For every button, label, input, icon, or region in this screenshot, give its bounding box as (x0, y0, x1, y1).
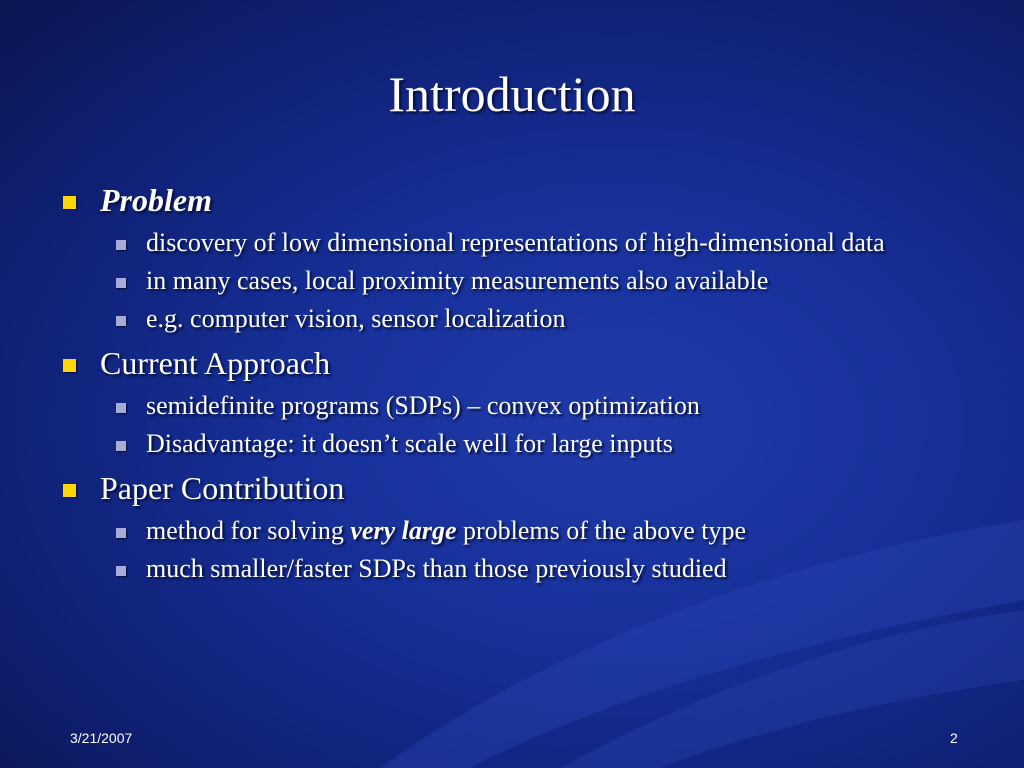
bullet-list (60, 178, 960, 586)
sub-bullet: in many cases, local proximity measurements also available (60, 264, 960, 298)
sub-bullet-text-pre: method for solving (146, 516, 351, 545)
bullet-current-approach: Current Approach (60, 341, 960, 385)
sub-bullet: much smaller/faster SDPs than those previously studied (60, 552, 960, 586)
bullet-paper-contribution: Paper Contribution (60, 466, 960, 510)
sub-bullet-text-post: problems of the above type (456, 516, 747, 545)
sub-bullet: discovery of low dimensional representations of high-dimensional data (60, 226, 960, 260)
slide-title: Introduction (388, 66, 636, 122)
sub-bullet: semidefinite programs (SDPs) – convex optimization (60, 389, 960, 423)
sub-bullet (60, 514, 960, 548)
sub-bullet: Disadvantage: it doesn’t scale well for large inputs (60, 427, 960, 461)
emphasis-text: very large (350, 516, 457, 545)
footer-date: 3/21/2007 (70, 730, 133, 746)
sub-bullet: e.g. computer vision, sensor localization (60, 302, 960, 336)
bullet-label: Problem (100, 182, 212, 218)
page-number: 2 (950, 730, 958, 746)
bullet-problem (60, 178, 960, 222)
